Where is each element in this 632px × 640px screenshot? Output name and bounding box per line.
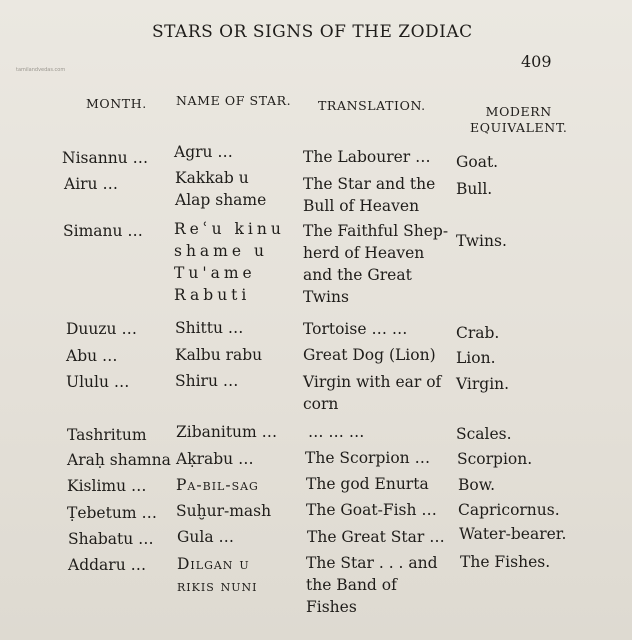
row-month: Ululu …	[66, 373, 130, 391]
column-header-month: MONTH.	[86, 96, 147, 111]
row-month: Nisannu …	[62, 149, 149, 167]
row-translation: Great Dog (Lion)	[303, 346, 436, 364]
row-star: Zibanitum …	[176, 423, 278, 441]
row-month: Shabatu …	[68, 530, 154, 548]
row-translation: The Labourer …	[303, 148, 431, 166]
row-modern: Virgin.	[456, 375, 510, 393]
row-translation: The Scorpion …	[305, 449, 431, 467]
row-modern: Water-bearer.	[459, 525, 567, 543]
column-header-star: NAME OF STAR.	[176, 93, 292, 108]
row-month: Airu …	[64, 175, 118, 193]
row-month: Tashritum	[67, 426, 147, 444]
row-month: Araḥ shamna	[67, 451, 171, 469]
row-star: Shiru …	[175, 372, 239, 390]
row-star: Gula …	[177, 528, 234, 546]
row-modern: Twins.	[456, 232, 507, 250]
row-month: Addaru …	[68, 556, 147, 574]
row-star: Agru …	[174, 143, 233, 161]
row-modern: Goat.	[456, 153, 499, 171]
watermark: tamilandvedas.com	[16, 67, 66, 73]
row-modern: Scorpion.	[457, 450, 533, 468]
row-modern: The Fishes.	[460, 553, 551, 571]
row-translation: … … …	[308, 423, 365, 441]
row-modern: Bull.	[456, 180, 493, 198]
row-month: Abu …	[66, 347, 118, 365]
row-month: Simanu …	[63, 222, 143, 240]
row-month: Kislimu …	[67, 477, 147, 495]
row-translation: Tortoise … …	[303, 320, 408, 338]
row-modern: Capricornus.	[458, 501, 560, 519]
row-translation: The god Enurta	[306, 475, 429, 493]
row-star: Kalbu rabu	[175, 346, 263, 364]
row-translation: The Great Star …	[307, 528, 445, 546]
row-month: Duuzu …	[66, 320, 137, 338]
column-header-modern: MODERN EQUIVALENT.	[470, 104, 568, 135]
row-translation: The Faithful Shep- herd of Heaven and the Great Twins	[303, 222, 449, 306]
row-star: Kakkab u Alap shame	[175, 169, 267, 209]
row-translation: Virgin with ear of corn	[303, 373, 442, 413]
row-star: Suḫur-mash	[176, 502, 272, 520]
row-month: Ṭebetum …	[67, 504, 157, 522]
row-star: Aḳrabu …	[176, 450, 254, 468]
column-header-translation: TRANSLATION.	[318, 98, 426, 113]
row-translation: The Star and the Bull of Heaven	[303, 175, 436, 215]
row-modern: Lion.	[456, 349, 496, 367]
row-star: Reʿu kinu shame u Tu'ame Rabuti	[174, 220, 285, 304]
row-star: Shittu …	[175, 319, 244, 337]
page-number: 409	[521, 52, 552, 71]
row-modern: Bow.	[458, 476, 496, 494]
row-modern: Crab.	[456, 324, 500, 342]
row-translation: The Star . . . and the Band of Fishes	[306, 554, 438, 616]
row-translation: The Goat-Fish …	[306, 501, 437, 519]
row-modern: Scales.	[456, 425, 512, 443]
page-heading: STARS OR SIGNS OF THE ZODIAC	[152, 22, 473, 42]
row-star: Pa-bil-sag	[176, 476, 259, 494]
row-star: Dilgan u rikis nuni	[177, 555, 258, 595]
